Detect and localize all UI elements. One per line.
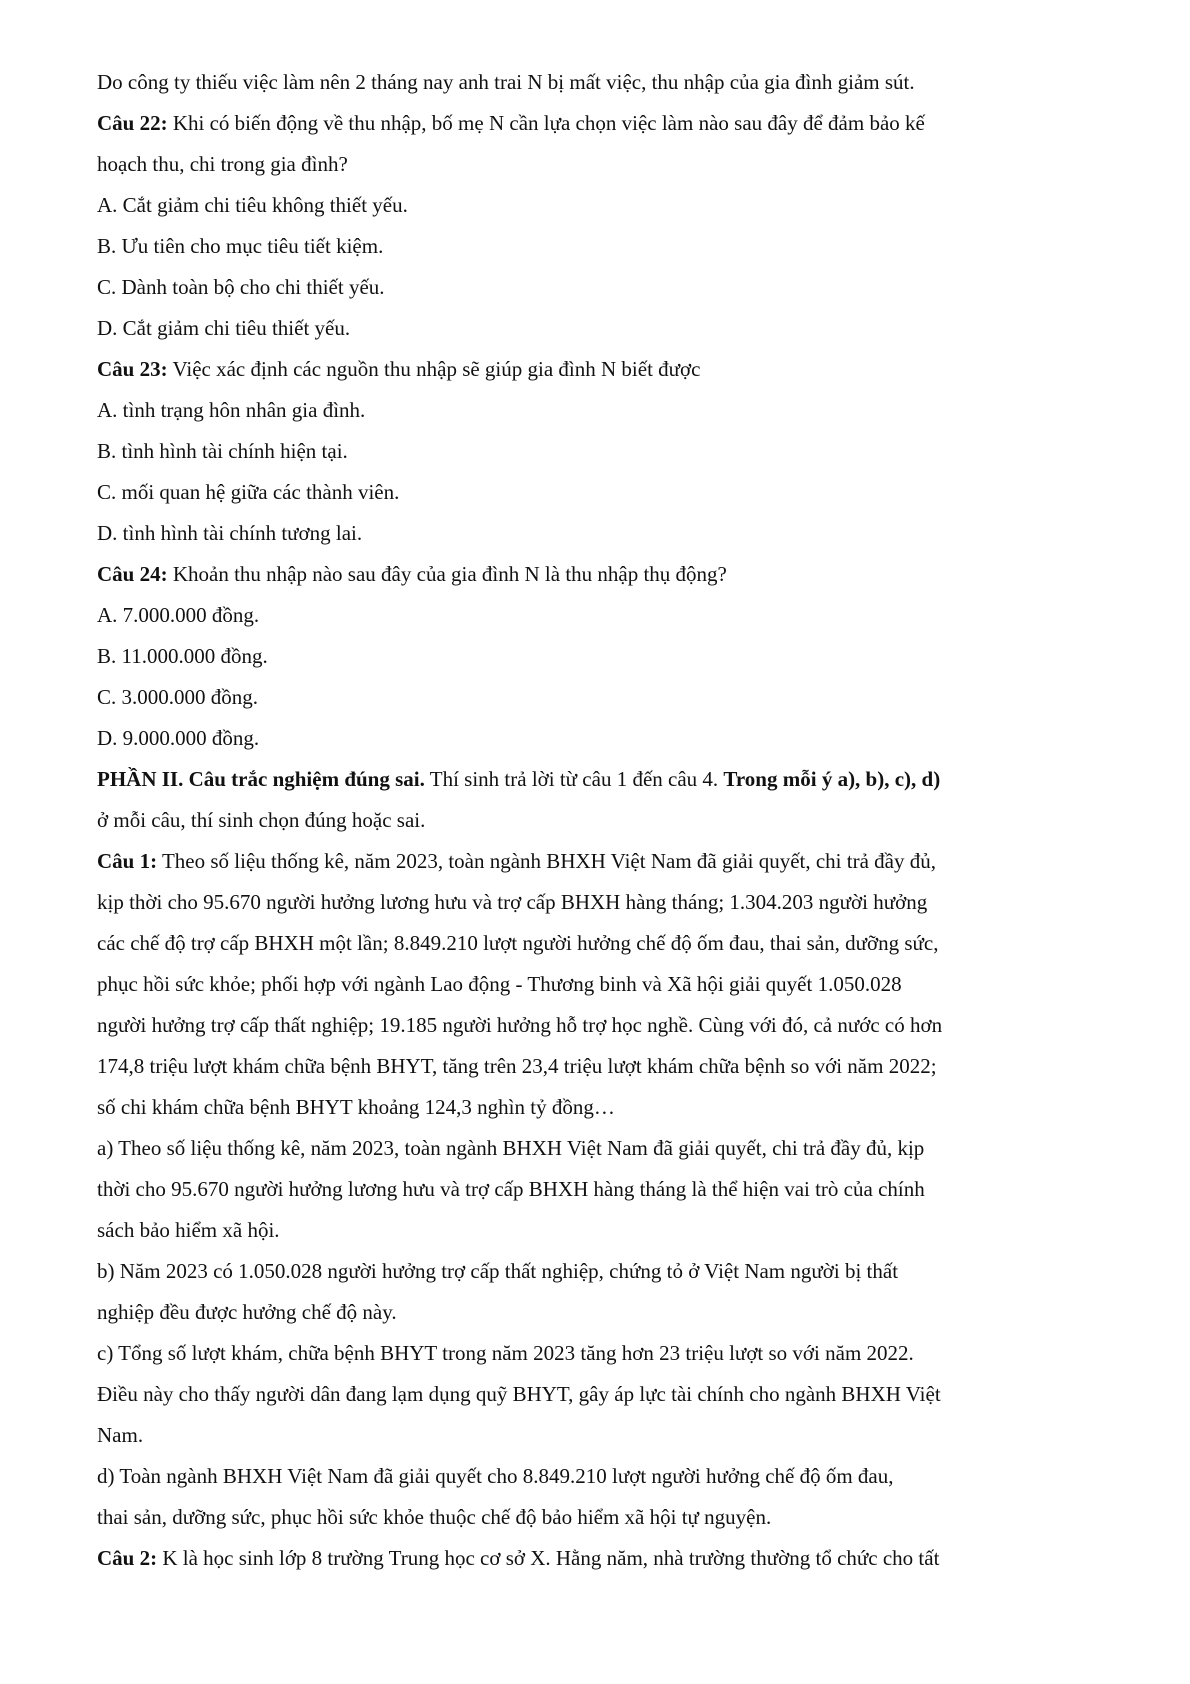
question-text: Theo số liệu thống kê, năm 2023, toàn ngành BHXH Việt Nam đã giải quyết, chi trả đầy đủ, xyxy=(157,849,936,873)
question-text-line: người hưởng trợ cấp thất nghiệp; 19.185 người hưởng hỗ trợ học nghề. Cùng với đó, cả nước có hơn xyxy=(97,1013,943,1037)
question-label: Câu 24: xyxy=(97,562,168,586)
statement-d: d) Toàn ngành BHXH Việt Nam đã giải quyết cho 8.849.210 lượt người hưởng chế độ ốm đau, xyxy=(97,1464,894,1488)
question-text-line: các chế độ trợ cấp BHXH một lần; 8.849.210 lượt người hưởng chế độ ốm đau, thai sản, dưỡng sức, xyxy=(97,931,939,955)
question-text: Khoản thu nhập nào sau đây của gia đình N là thu nhập thụ động? xyxy=(167,562,727,586)
statement-c-cont: Nam. xyxy=(97,1423,144,1447)
question-22 xyxy=(97,103,1097,144)
option-a: A. 7.000.000 đồng. xyxy=(97,603,260,627)
question-label: Câu 23: xyxy=(97,357,168,381)
question-text-line: 174,8 triệu lượt khám chữa bệnh BHYT, tăng trên 23,4 triệu lượt khám chữa bệnh so với năm 2022; xyxy=(97,1054,937,1078)
option-b: B. tình hình tài chính hiện tại. xyxy=(97,439,348,463)
option-b: B. Ưu tiên cho mục tiêu tiết kiệm. xyxy=(97,234,384,258)
part-instructions: Thí sinh trả lời từ câu 1 đến câu 4. xyxy=(424,767,724,791)
option-a: A. Cắt giảm chi tiêu không thiết yếu. xyxy=(97,193,408,217)
statement-c-cont: Điều này cho thấy người dân đang lạm dụng quỹ BHYT, gây áp lực tài chính cho ngành BHXH Việt xyxy=(97,1382,941,1406)
statement-a-cont: thời cho 95.670 người hưởng lương hưu và trợ cấp BHXH hàng tháng là thể hiện vai trò của chính xyxy=(97,1177,925,1201)
question-text: K là học sinh lớp 8 trường Trung học cơ sở X. Hằng năm, nhà trường thường tổ chức cho tất xyxy=(157,1546,940,1570)
option-b: B. 11.000.000 đồng. xyxy=(97,644,268,668)
question-label: Câu 1: xyxy=(97,849,158,873)
option-c: C. Dành toàn bộ cho chi thiết yếu. xyxy=(97,275,385,299)
option-d: D. 9.000.000 đồng. xyxy=(97,726,260,750)
question-23 xyxy=(97,349,1097,390)
option-c: C. mối quan hệ giữa các thành viên. xyxy=(97,480,400,504)
question-text-line: phục hồi sức khỏe; phối hợp với ngành Lao động - Thương binh và Xã hội giải quyết 1.050.028 xyxy=(97,972,902,996)
question-text: Việc xác định các nguồn thu nhập sẽ giúp gia đình N biết được xyxy=(167,357,701,381)
question-text-line: kịp thời cho 95.670 người hưởng lương hưu và trợ cấp BHXH hàng tháng; 1.304.203 người hưởng xyxy=(97,890,928,914)
part-2-instructions-cont: ở mỗi câu, thí sinh chọn đúng hoặc sai. xyxy=(97,808,426,832)
question-label: Câu 22: xyxy=(97,111,168,135)
part-2-heading xyxy=(97,759,1097,800)
option-d: D. tình hình tài chính tương lai. xyxy=(97,521,363,545)
statement-a: a) Theo số liệu thống kê, năm 2023, toàn ngành BHXH Việt Nam đã giải quyết, chi trả đầy đủ, kịp xyxy=(97,1136,925,1160)
document-page xyxy=(97,62,1097,1579)
part2-question-2 xyxy=(97,1538,1097,1579)
part-instructions-bold: Trong mỗi ý a), b), c), d) xyxy=(723,767,941,791)
question-24 xyxy=(97,554,1097,595)
statement-d-cont: thai sản, dưỡng sức, phục hồi sức khỏe thuộc chế độ bảo hiểm xã hội tự nguyện. xyxy=(97,1505,772,1529)
question-label: Câu 2: xyxy=(97,1546,158,1570)
question-text-line: số chi khám chữa bệnh BHYT khoảng 124,3 nghìn tỷ đồng… xyxy=(97,1095,615,1119)
option-d: D. Cắt giảm chi tiêu thiết yếu. xyxy=(97,316,351,340)
question-text: Khi có biến động về thu nhập, bố mẹ N cần lựa chọn việc làm nào sau đây để đảm bảo kế xyxy=(167,111,925,135)
option-a: A. tình trạng hôn nhân gia đình. xyxy=(97,398,366,422)
statement-a-cont: sách bảo hiểm xã hội. xyxy=(97,1218,280,1242)
part-title: PHẦN II. Câu trắc nghiệm đúng sai. xyxy=(97,767,425,791)
intro-text: Do công ty thiếu việc làm nên 2 tháng nay anh trai N bị mất việc, thu nhập của gia đình giảm sút. xyxy=(97,70,915,94)
statement-b-cont: nghiệp đều được hưởng chế độ này. xyxy=(97,1300,397,1324)
part2-question-1 xyxy=(97,841,1097,882)
option-c: C. 3.000.000 đồng. xyxy=(97,685,259,709)
statement-b: b) Năm 2023 có 1.050.028 người hưởng trợ cấp thất nghiệp, chứng tỏ ở Việt Nam người bị thất xyxy=(97,1259,899,1283)
question-22-cont: hoạch thu, chi trong gia đình? xyxy=(97,152,348,176)
statement-c: c) Tổng số lượt khám, chữa bệnh BHYT trong năm 2023 tăng hơn 23 triệu lượt so với năm 2022. xyxy=(97,1341,914,1365)
